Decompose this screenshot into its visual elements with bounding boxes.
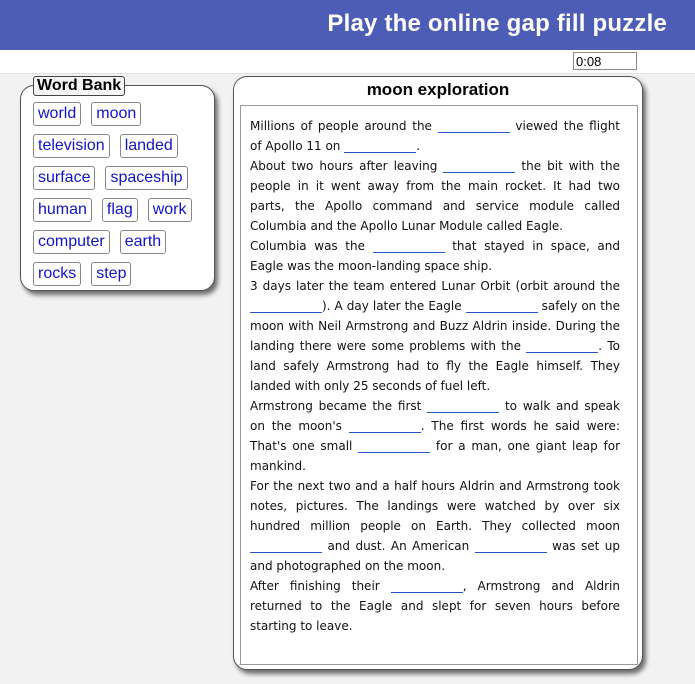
word-chip[interactable]: human (33, 198, 92, 222)
gap-blank[interactable] (250, 300, 322, 313)
word-chip[interactable]: flag (102, 198, 138, 222)
gap-blank[interactable] (250, 540, 322, 553)
story-paragraph (250, 156, 620, 236)
story-text-area (240, 105, 638, 665)
word-chip[interactable]: television (33, 134, 110, 158)
gap-blank[interactable] (344, 140, 416, 153)
word-chip[interactable]: world (33, 102, 81, 126)
page-title: Play the online gap fill puzzle (327, 10, 667, 37)
story-text-segment: . The first words he said were: That's one small (250, 419, 620, 453)
word-bank-panel (20, 77, 215, 291)
story-paragraph (250, 276, 620, 396)
word-chip[interactable]: earth (120, 230, 166, 254)
story-text-segment: 3 days later the team entered Lunar Orbit (orbit around the (250, 279, 620, 293)
story-text-segment: About two hours after leaving (250, 159, 444, 173)
story-paragraph (250, 396, 620, 476)
story-paragraph (250, 476, 620, 576)
story-text-segment: Millions of people around the (250, 119, 438, 133)
word-chip[interactable]: surface (33, 166, 95, 190)
story-text-segment: Armstrong became the first (250, 399, 428, 413)
story-paragraph (250, 236, 620, 276)
word-chip[interactable]: landed (120, 134, 178, 158)
gap-blank[interactable] (443, 160, 515, 173)
timer-bar (0, 50, 695, 74)
story-text-segment: . To land safely Armstrong had to fly the Eagle himself. They landed with only 25 seconds of fuel left. (250, 339, 620, 393)
story-paragraph (250, 576, 620, 636)
word-chip[interactable]: moon (91, 102, 141, 126)
story-text-segment: After finishing their (250, 579, 391, 593)
word-chip[interactable]: work (148, 198, 192, 222)
word-chip[interactable]: step (91, 262, 131, 286)
story-text-segment: . (416, 139, 421, 153)
gap-blank[interactable] (349, 420, 421, 433)
timer-field (573, 52, 637, 70)
gap-blank[interactable] (358, 440, 430, 453)
story-text-segment: Columbia was the (250, 239, 373, 253)
story-text-segment: ). A day later the Eagle (322, 299, 466, 313)
word-chip[interactable]: computer (33, 230, 110, 254)
gap-blank[interactable] (391, 580, 463, 593)
story-text-segment: was set up and photographed on the moon. (250, 539, 620, 573)
story-text-segment: safely on the moon with Neil Armstrong and Buzz Aldrin inside. During the landing there were some problems with the (250, 299, 620, 353)
story-title: moon exploration (366, 80, 510, 99)
gap-blank[interactable] (466, 300, 538, 313)
word-chip[interactable]: rocks (33, 262, 81, 286)
gap-blank[interactable] (475, 540, 547, 553)
story-text-segment: , Armstrong and Aldrin returned to the Eagle and slept for seven hours before starting to leave. (250, 579, 620, 633)
story-text-segment: that stayed in space, and Eagle was the moon-landing space ship. (250, 239, 620, 273)
gap-blank[interactable] (526, 340, 598, 353)
gap-blank[interactable] (373, 240, 445, 253)
word-chip[interactable]: spaceship (105, 166, 187, 190)
story-text-segment: to walk and speak on the moon's (250, 399, 620, 433)
story-text-segment: the bit with the people in it went away from the main rocket. It had two parts, the Apollo command and service module called Columbia and the Apollo Lunar Module called Eagle. (250, 159, 620, 233)
word-list (33, 102, 209, 286)
story-text (250, 116, 620, 636)
header-bar (0, 0, 695, 50)
gap-blank[interactable] (438, 120, 510, 133)
story-panel (233, 76, 643, 670)
story-paragraph (250, 116, 620, 156)
word-bank-title: Word Bank (33, 76, 125, 96)
story-text-segment: for a man, one giant leap for mankind. (250, 439, 621, 473)
story-text-segment: For the next two and a half hours Aldrin and Armstrong took notes, pictures. The landings were watched by over six hundred million people on Earth. They collected moon (250, 479, 620, 533)
gap-blank[interactable] (427, 400, 499, 413)
story-text-segment: viewed the flight of Apollo 11 on (250, 119, 621, 153)
story-text-segment: and dust. An American (322, 539, 475, 553)
